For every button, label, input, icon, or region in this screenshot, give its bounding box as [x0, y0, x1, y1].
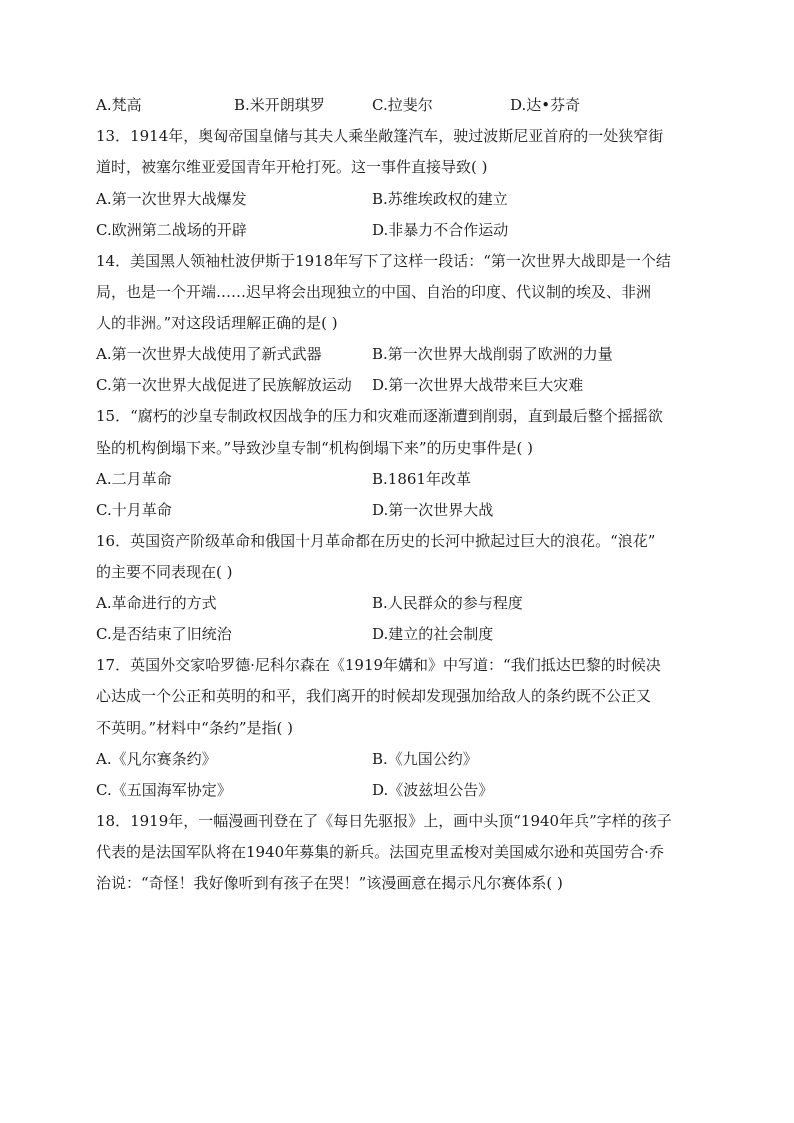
q18-stem-line-3: 治说：“奇怪！我好像听到有孩子在哭！”该漫画意在揭示凡尔赛体系( ) — [96, 874, 563, 892]
q16-stem-line-1: 16．英国资产阶级革命和俄国十月革命都在历史的长河中掀起过巨大的浪花。“浪花” — [96, 532, 656, 550]
q13-stem-line-2: 道时，被塞尔维亚爱国青年开枪打死。这一事件直接导致( ) — [96, 158, 488, 176]
q12-option-b: B.米开朗琪罗 — [234, 96, 325, 114]
q14-option-a: A.第一次世界大战使用了新式武器 — [96, 345, 322, 363]
q15-option-a: A.二月革命 — [96, 470, 172, 488]
q12-option-a: A.梵高 — [96, 96, 142, 114]
q13-stem-line-1: 13．1914年，奥匈帝国皇储与其夫人乘坐敞篷汽车，驶过波斯尼亚首府的一处狭窄街 — [96, 127, 664, 145]
q16-option-a: A.革命进行的方式 — [96, 594, 217, 612]
q15-stem-line-1: 15．“腐朽的沙皇专制政权因战争的压力和灾难而逐渐遭到削弱，直到最后整个摇摇欲 — [96, 407, 663, 425]
q17-stem-line-1: 17．英国外交家哈罗德·尼科尔森在《1919年媾和》中写道：“我们抵达巴黎的时候决 — [96, 656, 661, 674]
q17-stem-line-2: 心达成一个公正和英明的和平，我们离开的时候却发现强加给敌人的条约既不公正又 — [96, 687, 652, 705]
q12-option-d: D.达•芬奇 — [510, 96, 581, 114]
q16-option-b: B.人民群众的参与程度 — [372, 594, 523, 612]
q13-option-a: A.第一次世界大战爆发 — [96, 190, 247, 208]
q18-stem-line-1: 18．1919年，一幅漫画刊登在了《每日先驱报》上，画中头顶“1940年兵”字样的孩子 — [96, 812, 672, 830]
q15-option-d: D.第一次世界大战 — [372, 501, 494, 519]
q16-option-c: C.是否结束了旧统治 — [96, 625, 232, 643]
q17-stem-line-3: 不英明。”材料中“条约”是指( ) — [96, 719, 293, 737]
q13-option-b: B.苏维埃政权的建立 — [372, 190, 508, 208]
q17-option-c: C.《五国海军协定》 — [96, 781, 232, 799]
q14-option-d: D.第一次世界大战带来巨大灾难 — [372, 376, 584, 394]
q13-option-d: D.非暴力不合作运动 — [372, 221, 509, 239]
q17-option-b: B.《九国公约》 — [372, 750, 478, 768]
q18-stem-line-2: 代表的是法国军队将在1940年募集的新兵。法国克里孟梭对美国威尔逊和英国劳合·乔 — [96, 843, 664, 861]
q17-option-a: A.《凡尔赛条约》 — [96, 750, 217, 768]
q14-option-c: C.第一次世界大战促进了民族解放运动 — [96, 376, 352, 394]
q13-option-c: C.欧洲第二战场的开辟 — [96, 221, 247, 239]
q15-option-b: B.1861年改革 — [372, 470, 471, 488]
q14-stem-line-1: 14．美国黑人领袖杜波伊斯于1918年写下了这样一段话：“第一次世界大战即是一个结 — [96, 252, 671, 270]
q14-option-b: B.第一次世界大战削弱了欧洲的力量 — [372, 345, 613, 363]
q15-option-c: C.十月革命 — [96, 501, 172, 519]
q16-stem-line-2: 的主要不同表现在( ) — [96, 563, 233, 581]
q16-option-d: D.建立的社会制度 — [372, 625, 494, 643]
q15-stem-line-2: 坠的机构倒塌下来。”导致沙皇专制“机构倒塌下来”的历史事件是( ) — [96, 439, 533, 457]
q14-stem-line-3: 人的非洲。”对这段话理解正确的是( ) — [96, 314, 338, 332]
q12-option-c: C.拉斐尔 — [372, 96, 433, 114]
q14-stem-line-2: 局，也是一个开端……迟早将会出现独立的中国、自治的印度、代议制的埃及、非洲 — [96, 283, 652, 301]
q17-option-d: D.《波兹坦公告》 — [372, 781, 494, 799]
